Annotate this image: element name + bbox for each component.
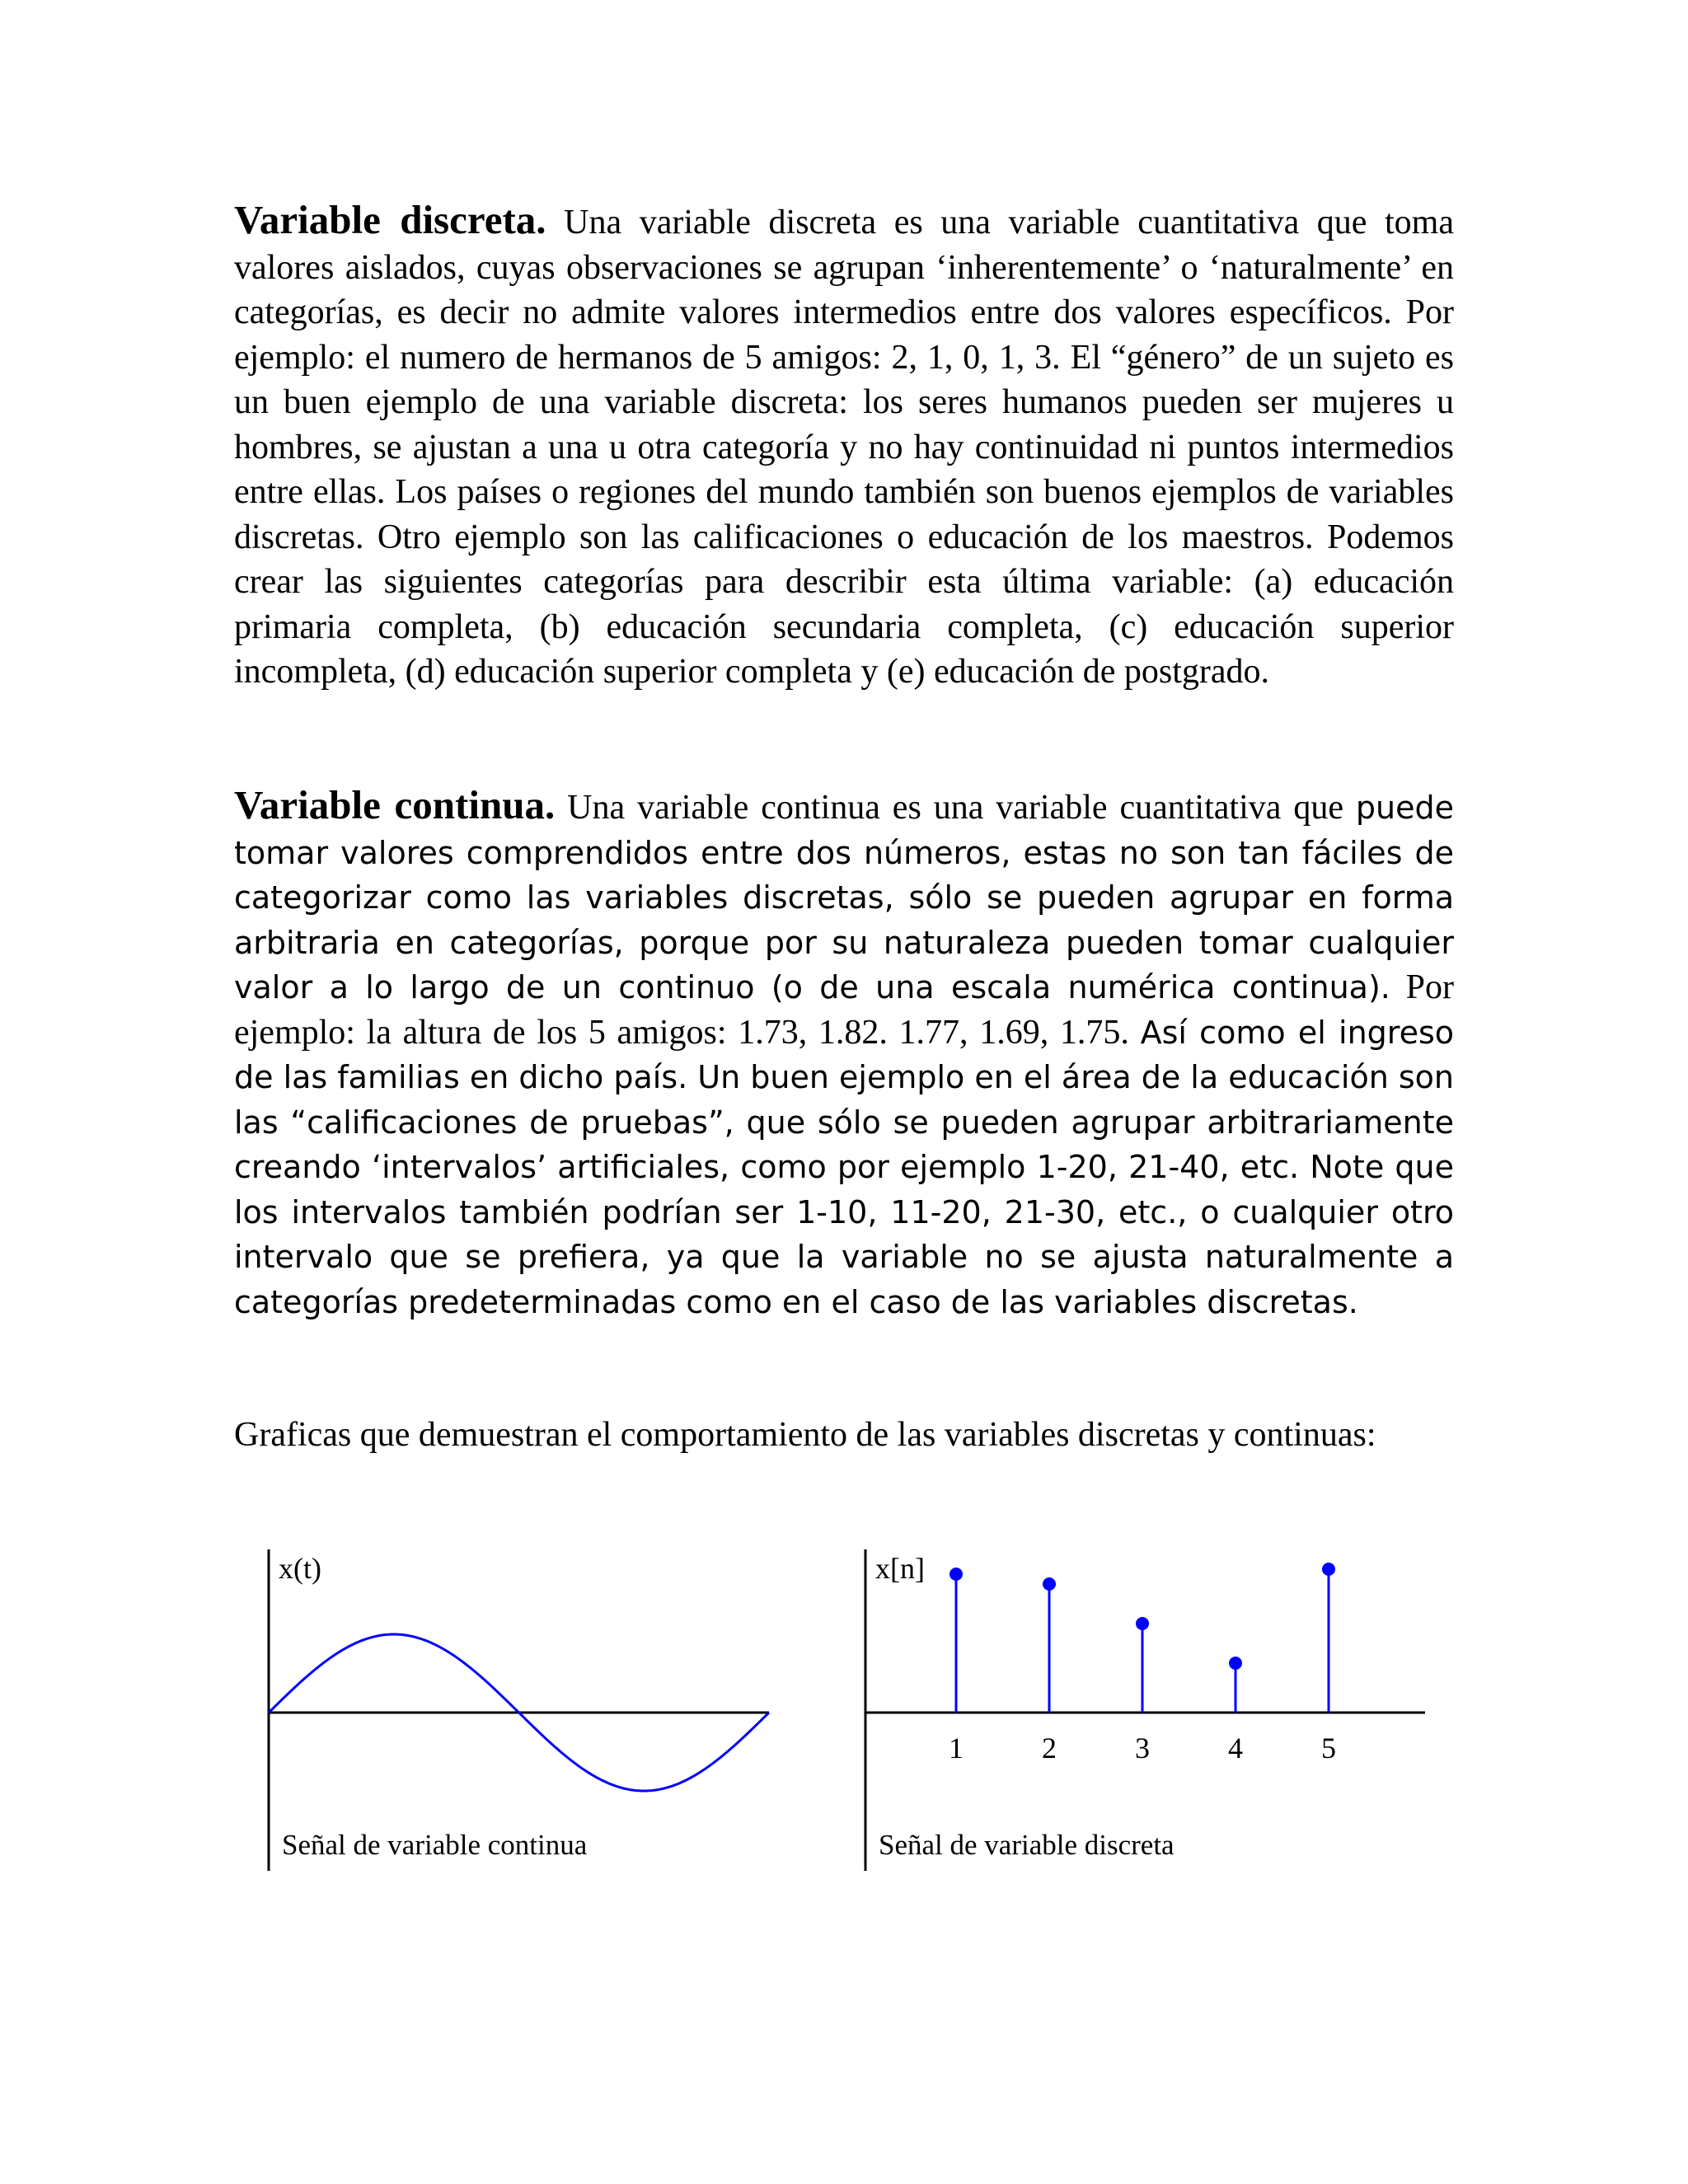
stem-point [1322,1563,1335,1576]
stem-point [1229,1657,1242,1670]
x-tick-label: 2 [1042,1732,1057,1765]
x-tick-label: 4 [1228,1732,1243,1765]
discrete-signal-chart [860,1549,1433,1879]
continuous-heading: Variable continua. [234,782,556,827]
continuous-text-a: Una variable continua es una variable cuantitativa que [567,789,1343,827]
stem-point [950,1568,963,1581]
chart-caption: Señal de variable continua [282,1829,588,1861]
discrete-text: Una variable discreta es una variable cuantitativa que toma valores aislados, cuyas observaciones se agrupan ‘inherentemente’ o ‘naturalmente’ en categorías, es decir no admite valores intermedios entre dos valores específicos. Por ejemplo: el numero de hermanos de 5 amigos: 2, 1, 0, 1, 3. El “género” de un sujeto es un buen ejemplo de una variable discreta: los seres humanos pueden ser mujeres u hombres, se ajustan a una u otra categoría y no hay continuidad ni puntos intermedios entre ellas. Los países o regiones del mundo también son buenos ejemplos de variables discretas. Otro ejemplo son las calificaciones o educación de los maestros. Podemos crear las siguientes categorías para describir esta última variable: (a) educación primaria completa, (b) educación secundaria completa, (c) educación superior incompleta, (d) educación superior completa y (e) educación de postgrado. [234,204,1454,691]
stem-point [1043,1577,1056,1591]
continuous-text-d: Así como el ingreso de las familias en dicho país. Un buen ejemplo en el área de la educación son las “calificaciones de pruebas”, que sólo se pueden agrupar arbitrariamente creando ‘intervalos’ artificiales, como por ejemplo 1-20, 21-40, etc. Note que los intervalos también podrían ser 1-10, 11-20, 21-30, etc., o cualquier otro intervalo que se prefiera, ya que la variable no se ajusta naturalmente a categorías predeterminadas como en el caso de las variables discretas. [234,1014,1454,1320]
continuous-paragraph [234,783,1454,1324]
x-tick-label: 1 [949,1732,964,1765]
continuous-signal-chart [262,1549,781,1879]
discrete-paragraph [234,198,1454,695]
continuous-text-b: puede tomar valores comprendidos entre dos números, estas no son tan fáciles de categorizar como las variables discretas, sólo se pueden agrupar en forma arbitraria en categorías, porque por su naturaleza pueden tomar cualquier valor a lo largo de un continuo (o de una escala numérica continua). [234,790,1454,1005]
y-axis-label: x[n] [875,1552,925,1585]
x-tick-label: 5 [1321,1732,1336,1765]
chart-caption: Señal de variable discreta [879,1829,1175,1861]
continuous-text-c: Por ejemplo: la altura de los 5 amigos: 1.73, 1.82. 1.77, 1.69, 1.75. [234,968,1455,1052]
discrete-heading: Variable discreta. [234,197,546,242]
y-axis-label: x(t) [279,1552,321,1585]
stem-point [1136,1617,1149,1630]
x-tick-label: 3 [1135,1732,1150,1765]
graphs-intro: Graficas que demuestran el comportamiento de las variables discretas y continuas: [234,1416,1376,1454]
